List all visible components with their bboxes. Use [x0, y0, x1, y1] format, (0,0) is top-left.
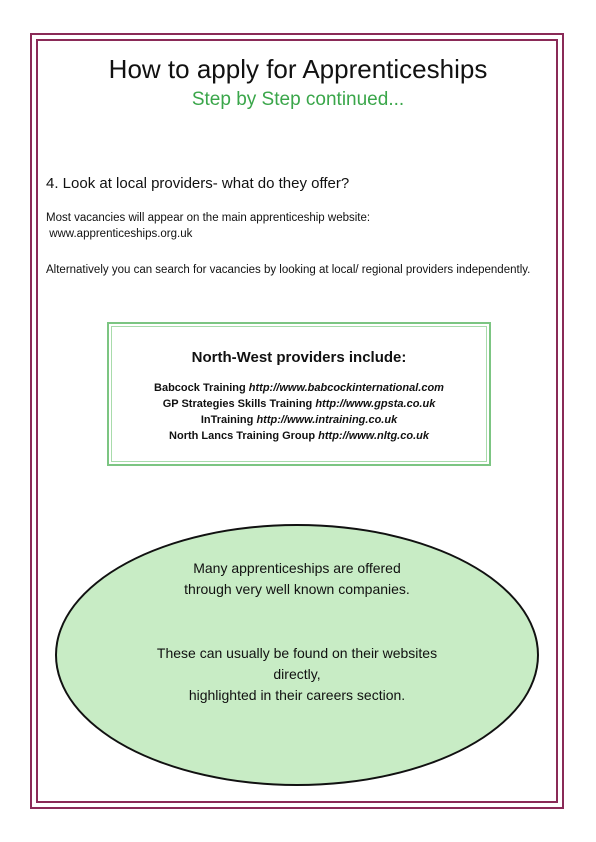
callout-text-top: [57, 558, 537, 600]
providers-box-inner: [111, 326, 487, 462]
callout-line: highlighted in their careers section.: [188, 687, 406, 703]
callout-text-bottom: [57, 643, 537, 706]
providers-box: [107, 322, 491, 466]
provider-name: GP Strategies Skills Training: [162, 398, 313, 410]
provider-item: [112, 396, 486, 412]
main-website-url: www.apprenticeships.org.uk: [46, 228, 193, 240]
page-title: How to apply for Apprenticeships: [108, 54, 488, 84]
provider-name: InTraining: [200, 414, 254, 426]
provider-name: North Lancs Training Group: [169, 430, 316, 442]
main-website-paragraph: [46, 210, 516, 242]
provider-item: [112, 380, 486, 396]
provider-item: [112, 428, 486, 444]
callout-line: through very well known companies.: [184, 581, 410, 597]
provider-link[interactable]: http://www.intraining.co.uk: [256, 414, 398, 426]
providers-title: North-West providers include:: [191, 349, 407, 366]
alternative-paragraph: Alternatively you can search for vacancies by looking at local/ regional providers independently.: [46, 264, 531, 276]
callout-ellipse: [55, 524, 539, 786]
provider-link[interactable]: http://www.babcockinternational.com: [248, 382, 444, 394]
provider-link[interactable]: http://www.nltg.co.uk: [318, 430, 429, 442]
step-heading: 4. Look at local providers- what do they offer?: [46, 175, 350, 192]
callout-line: directly,: [273, 666, 321, 682]
provider-name: Babcock Training: [154, 382, 246, 394]
provider-link[interactable]: http://www.gpsta.co.uk: [315, 398, 436, 410]
callout-line: Many apprenticeships are offered: [193, 560, 401, 576]
callout-line: These can usually be found on their websites: [156, 645, 438, 661]
page-subtitle: Step by Step continued...: [191, 89, 405, 110]
main-website-text: Most vacancies will appear on the main apprenticeship website:: [46, 212, 371, 224]
providers-list: [112, 380, 486, 444]
provider-item: [112, 412, 486, 428]
